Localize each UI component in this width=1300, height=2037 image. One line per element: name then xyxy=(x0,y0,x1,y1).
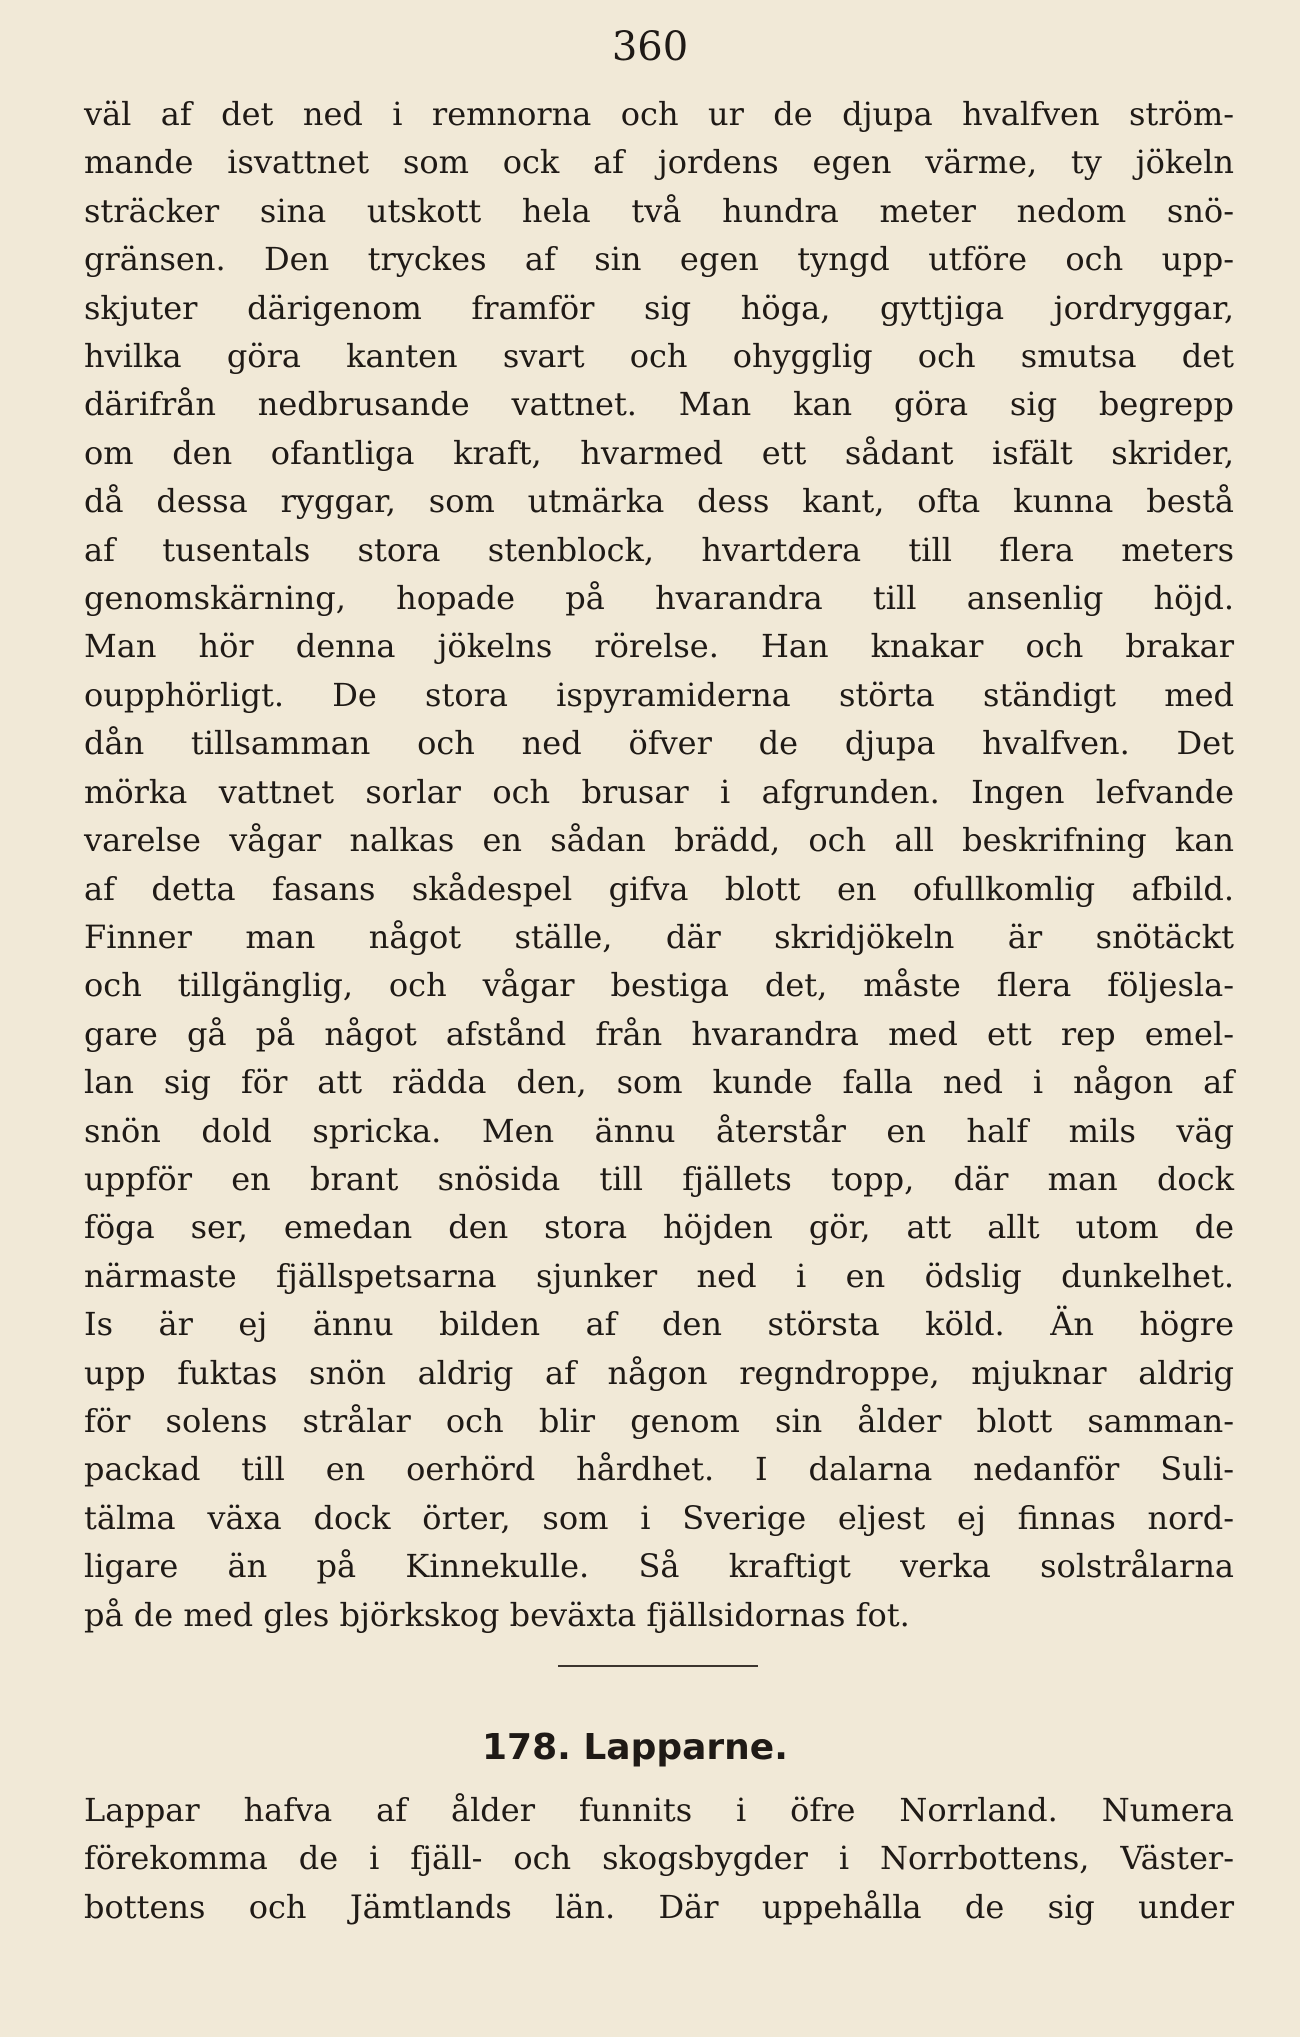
text-line: genomskärning, hopade på hvarandra till ansenlig höjd. xyxy=(84,579,1234,618)
text-line: gränsen. Den tryckes af sin egen tyngd utföre och upp- xyxy=(84,240,1234,279)
text-line: snön dold spricka. Men ännu återstår en half mils väg xyxy=(84,1111,1234,1150)
text-line: uppför en brant snösida till fjällets topp, där man dock xyxy=(84,1159,1234,1198)
main-paragraph xyxy=(84,90,1234,1639)
text-line: på de med gles björkskog beväxta fjällsidornas fot. xyxy=(84,1595,910,1634)
text-line: mörka vattnet sorlar och brusar i afgrunden. Ingen lefvande xyxy=(84,772,1234,811)
text-line: för solens strålar och blir genom sin ålder blott samman- xyxy=(84,1401,1234,1440)
text-line: skjuter därigenom framför sig höga, gyttjiga jordryggar, xyxy=(84,288,1234,327)
text-line: dån tillsamman och ned öfver de djupa hvalfven. Det xyxy=(84,724,1234,763)
text-line: då dessa ryggar, som utmärka dess kant, ofta kunna bestå xyxy=(84,482,1234,521)
text-line: oupphörligt. De stora ispyramiderna störta ständigt med xyxy=(84,675,1234,714)
text-line: gare gå på något afstånd från hvarandra med ett rep emel- xyxy=(84,1014,1234,1053)
section-divider xyxy=(558,1665,758,1667)
text-line: lan sig för att rädda den, som kunde falla ned i någon af xyxy=(84,1063,1234,1102)
text-line: sträcker sina utskott hela två hundra meter nedom snö- xyxy=(84,191,1234,230)
page-number: 360 xyxy=(611,24,689,70)
text-line: närmaste fjällspetsarna sjunker ned i en ödslig dunkelhet. xyxy=(84,1256,1234,1295)
text-line: ligare än på Kinnekulle. Så kraftigt verka solstrålarna xyxy=(84,1547,1234,1586)
section-heading: 178. Lapparne. xyxy=(482,1727,788,1768)
text-line: af tusentals stora stenblock, hvartdera till flera meters xyxy=(84,530,1234,569)
text-line: mande isvattnet som ock af jordens egen värme, ty jökeln xyxy=(84,143,1234,182)
text-line: Finner man något ställe, där skridjökeln är snötäckt xyxy=(84,917,1234,956)
text-line: tälma växa dock örter, som i Sverige eljest ej finnas nord- xyxy=(84,1498,1234,1537)
text-line: väl af det ned i remnorna och ur de djupa hvalfven ström- xyxy=(84,95,1234,133)
text-line: Man hör denna jökelns rörelse. Han knakar och brakar xyxy=(84,627,1234,666)
text-line: upp fuktas snön aldrig af någon regndroppe, mjuknar aldrig xyxy=(84,1353,1234,1392)
text-line: Lappar hafva af ålder funnits i öfre Norrland. Numera xyxy=(84,1791,1234,1829)
text-line: hvilka göra kanten svart och ohygglig och smutsa det xyxy=(84,337,1234,376)
text-line: Is är ej ännu bilden af den största köld. Än högre xyxy=(84,1305,1234,1344)
text-line: om den ofantliga kraft, hvarmed ett sådant isfält skrider, xyxy=(84,433,1234,472)
text-line: af detta fasans skådespel gifva blott en ofullkomlig afbild. xyxy=(84,869,1234,908)
text-line: föga ser, emedan den stora höjden gör, att allt utom de xyxy=(84,1208,1234,1247)
text-line: packad till en oerhörd hårdhet. I dalarna nedanför Suli- xyxy=(84,1450,1234,1489)
text-line: och tillgänglig, och vågar bestiga det, måste flera följesla- xyxy=(84,966,1234,1005)
text-line: förekomma de i fjäll- och skogsbygder i Norrbottens, Väster- xyxy=(84,1839,1234,1878)
text-line: bottens och Jämtlands län. Där uppehålla de sig under xyxy=(84,1887,1234,1926)
text-line: varelse vågar nalkas en sådan brädd, och all beskrifning kan xyxy=(84,821,1234,860)
section-paragraph xyxy=(84,1786,1234,1931)
text-line: därifrån nedbrusande vattnet. Man kan göra sig begrepp xyxy=(84,385,1234,424)
